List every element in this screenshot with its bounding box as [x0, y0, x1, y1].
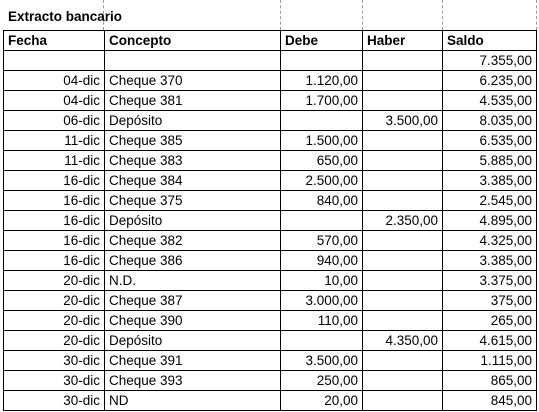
table-row [4, 351, 537, 371]
cell-saldo[interactable]: 865,00 [443, 371, 537, 391]
cell-concepto[interactable]: Cheque 390 [105, 311, 281, 331]
cell-saldo[interactable]: 4.325,00 [443, 231, 537, 251]
cell-concepto[interactable]: Cheque 387 [105, 291, 281, 311]
cell-debe[interactable]: 940,00 [281, 251, 363, 271]
cell-debe[interactable]: 110,00 [281, 311, 363, 331]
table-row [4, 371, 537, 391]
cell-haber[interactable] [363, 91, 443, 111]
cell-concepto[interactable]: Cheque 370 [105, 71, 281, 91]
cell-saldo[interactable]: 6.235,00 [443, 71, 537, 91]
cell-haber[interactable]: 3.500,00 [363, 111, 443, 131]
cell-concepto[interactable]: Depósito [105, 211, 281, 231]
cell-debe[interactable]: 570,00 [281, 231, 363, 251]
cell-saldo[interactable]: 3.375,00 [443, 271, 537, 291]
cell-fecha[interactable]: 06-dic [4, 111, 105, 131]
sheet-title[interactable]: Extracto bancario [8, 9, 123, 24]
table-row [4, 291, 537, 311]
table-row [4, 311, 537, 331]
header-debe[interactable]: Debe [281, 31, 363, 51]
cell-saldo[interactable]: 3.385,00 [443, 171, 537, 191]
cell-haber[interactable] [363, 191, 443, 211]
cell-saldo[interactable]: 375,00 [443, 291, 537, 311]
cell-haber[interactable] [363, 171, 443, 191]
cell-concepto[interactable]: Depósito [105, 111, 281, 131]
cell-haber[interactable]: 2.350,00 [363, 211, 443, 231]
cell-concepto[interactable]: Cheque 384 [105, 171, 281, 191]
cell-concepto[interactable]: Cheque 383 [105, 151, 281, 171]
cell-haber[interactable] [363, 51, 443, 71]
cell-haber[interactable] [363, 391, 443, 411]
cell-concepto[interactable]: Cheque 375 [105, 191, 281, 211]
table-body [4, 51, 537, 411]
table-row [4, 51, 537, 71]
cell-saldo[interactable]: 265,00 [443, 311, 537, 331]
cell-debe[interactable]: 3.000,00 [281, 291, 363, 311]
cell-saldo[interactable]: 3.385,00 [443, 251, 537, 271]
cell-concepto[interactable] [105, 51, 281, 71]
cell-debe[interactable] [281, 111, 363, 131]
cell-saldo[interactable]: 2.545,00 [443, 191, 537, 211]
cell-fecha[interactable]: 11-dic [4, 131, 105, 151]
table-row [4, 391, 537, 411]
cell-debe[interactable] [281, 211, 363, 231]
cell-debe[interactable]: 20,00 [281, 391, 363, 411]
cell-concepto[interactable]: Cheque 382 [105, 231, 281, 251]
cell-fecha[interactable]: 16-dic [4, 191, 105, 211]
cell-saldo[interactable]: 8.035,00 [443, 111, 537, 131]
table-row [4, 271, 537, 291]
cell-debe[interactable]: 1.500,00 [281, 131, 363, 151]
table-row [4, 171, 537, 191]
cell-debe[interactable]: 1.700,00 [281, 91, 363, 111]
header-row [4, 31, 537, 51]
cell-concepto[interactable]: Cheque 386 [105, 251, 281, 271]
table-row [4, 331, 537, 351]
cell-debe[interactable]: 650,00 [281, 151, 363, 171]
table-row [4, 71, 537, 91]
cell-fecha[interactable]: 20-dic [4, 331, 105, 351]
cell-fecha[interactable]: 11-dic [4, 151, 105, 171]
cell-fecha[interactable]: 16-dic [4, 251, 105, 271]
header-fecha[interactable]: Fecha [4, 31, 105, 51]
bank-statement-table [3, 30, 537, 411]
cell-debe[interactable] [281, 331, 363, 351]
cell-fecha[interactable]: 30-dic [4, 351, 105, 371]
cell-haber[interactable] [363, 151, 443, 171]
page-break-guide [536, 0, 537, 30]
table-row [4, 131, 537, 151]
cell-saldo[interactable]: 7.355,00 [443, 51, 537, 71]
cell-debe[interactable]: 10,00 [281, 271, 363, 291]
cell-saldo[interactable]: 4.615,00 [443, 331, 537, 351]
cell-debe[interactable] [281, 51, 363, 71]
cell-saldo[interactable]: 5.885,00 [443, 151, 537, 171]
page-break-guide [280, 0, 281, 30]
cell-saldo[interactable]: 4.535,00 [443, 91, 537, 111]
cell-concepto[interactable]: N.D. [105, 271, 281, 291]
cell-haber[interactable] [363, 231, 443, 251]
cell-debe[interactable]: 840,00 [281, 191, 363, 211]
cell-fecha[interactable]: 16-dic [4, 231, 105, 251]
cell-concepto[interactable]: Cheque 391 [105, 351, 281, 371]
cell-saldo[interactable]: 6.535,00 [443, 131, 537, 151]
header-haber[interactable]: Haber [363, 31, 443, 51]
table-row [4, 251, 537, 271]
cell-debe[interactable]: 3.500,00 [281, 351, 363, 371]
cell-fecha[interactable]: 30-dic [4, 371, 105, 391]
cell-haber[interactable] [363, 131, 443, 151]
cell-concepto[interactable]: Cheque 393 [105, 371, 281, 391]
cell-debe[interactable]: 2.500,00 [281, 171, 363, 191]
cell-concepto[interactable]: Cheque 385 [105, 131, 281, 151]
cell-haber[interactable]: 4.350,00 [363, 331, 443, 351]
cell-fecha[interactable]: 30-dic [4, 391, 105, 411]
cell-saldo[interactable]: 4.895,00 [443, 211, 537, 231]
table-row [4, 231, 537, 251]
table-row [4, 111, 537, 131]
cell-fecha[interactable]: 20-dic [4, 311, 105, 331]
cell-saldo[interactable]: 845,00 [443, 391, 537, 411]
cell-haber[interactable] [363, 371, 443, 391]
page-break-guide [442, 0, 443, 30]
cell-haber[interactable] [363, 271, 443, 291]
table-row [4, 211, 537, 231]
table-row [4, 91, 537, 111]
cell-fecha[interactable]: 04-dic [4, 91, 105, 111]
cell-saldo[interactable]: 1.115,00 [443, 351, 537, 371]
header-concepto[interactable]: Concepto [105, 31, 281, 51]
page-break-guide [362, 0, 363, 30]
cell-debe[interactable]: 1.120,00 [281, 71, 363, 91]
cell-fecha[interactable]: 20-dic [4, 291, 105, 311]
cell-haber[interactable] [363, 351, 443, 371]
cell-fecha[interactable]: 20-dic [4, 271, 105, 291]
table-row [4, 151, 537, 171]
table-row [4, 191, 537, 211]
cell-concepto[interactable]: ND [105, 391, 281, 411]
cell-haber[interactable] [363, 291, 443, 311]
cell-fecha[interactable]: 16-dic [4, 211, 105, 231]
cell-haber[interactable] [363, 251, 443, 271]
cell-fecha[interactable] [4, 51, 105, 71]
cell-haber[interactable] [363, 71, 443, 91]
cell-debe[interactable]: 250,00 [281, 371, 363, 391]
cell-concepto[interactable]: Depósito [105, 331, 281, 351]
cell-concepto[interactable]: Cheque 381 [105, 91, 281, 111]
cell-fecha[interactable]: 04-dic [4, 71, 105, 91]
cell-fecha[interactable]: 16-dic [4, 171, 105, 191]
cell-haber[interactable] [363, 311, 443, 331]
header-saldo[interactable]: Saldo [443, 31, 537, 51]
